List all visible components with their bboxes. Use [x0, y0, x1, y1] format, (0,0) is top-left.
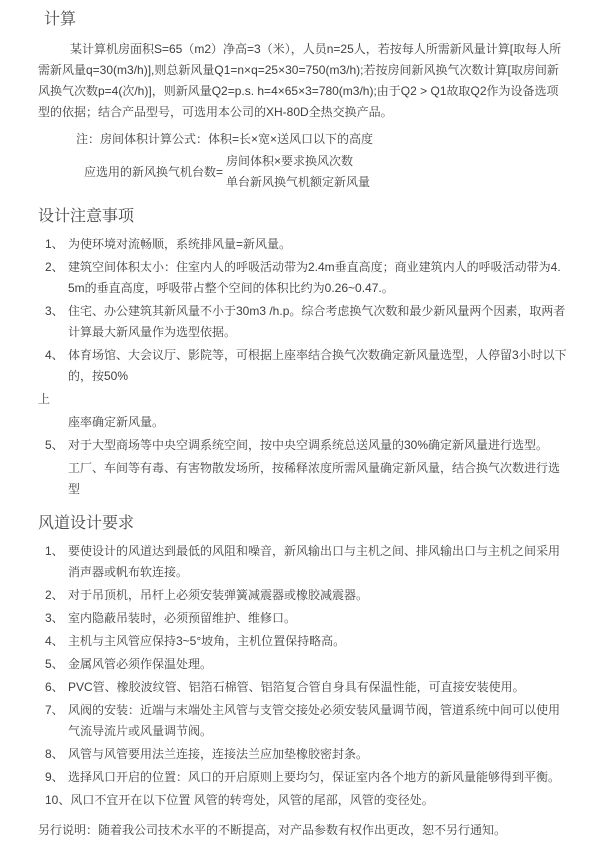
list-item-number: 3、 — [45, 611, 64, 625]
list-item-text: 风口不宜开在以下位置 风管的转弯处，风管的尾部，风管的变径处。 — [70, 793, 434, 807]
formula-label: 应选用的新风换气机台数= — [84, 164, 224, 179]
list-item-number: 4、 — [45, 634, 64, 648]
list-item-number: 2、 — [45, 588, 64, 602]
list-item-text: 为使环境对流畅顺，系统排风量=新风量。 — [68, 237, 292, 251]
formula-denominator: 单台新风换气机额定新风量 — [226, 175, 371, 189]
design-note-item-2 — [45, 257, 567, 299]
list-item-number: 5、 — [45, 657, 64, 671]
factory-note-line: 工厂、车间等有毒、有害物散发场所，按稀释浓度所需风量确定新风量，结合换气次数进行选型 — [68, 461, 561, 496]
design-note-item-4 — [45, 345, 567, 387]
list-item-number: 10、 — [45, 793, 71, 807]
volume-formula-note: 注：房间体积计算公式：体积=长×宽×送风口以下的高度 — [76, 132, 374, 146]
formula-numerator: 房间体积×要求换风次数 — [226, 154, 354, 168]
list-item-number: 5、 — [45, 438, 64, 452]
list-item-number: 1、 — [45, 544, 64, 558]
section-title-design-notes: 设计注意事项 — [38, 208, 135, 225]
section-title-duct-requirements: 风道设计要求 — [38, 515, 135, 532]
wrapped-hanging-character: 上 — [38, 392, 51, 406]
calculation-paragraph: 某计算机房面积S=65（m2）净高=3（米），人员n=25人，若按每人所需新风量计算[取每人所需新风量q=30(m3/h)],则总新风量Q1=n×q=25×30=750(m3/h);若按房间新风换气次数计算[取房间新风换气次数p=4(次/h)]，则新风量Q2=p.s. h=4×65×3=780(m3/h);由于Q2 > Q1故取Q2作为设备选项型的依据；结合产品型号，可选用本公司的XH-80D全热交换产品。 — [38, 42, 562, 119]
list-item-text: 要使设计的风道达到最低的风阻和噪音，新风输出口与主机之间、排风输出口与主机之间采用消声器或帆布软连接。 — [68, 544, 561, 579]
list-item-text: 对于大型商场等中央空调系统空间，按中央空调系统总送风量的30%确定新风量进行选型。 — [68, 438, 549, 452]
duct-requirement-item-9 — [45, 767, 567, 788]
list-item-text: 体育场馆、大会议厅、影院等，可根据上座率结合换气次数确定新风量选型，人停留3小时以下的，按50% — [68, 348, 567, 383]
list-item-text: 风管与风管要用法兰连接，连接法兰应加垫橡胶密封条。 — [68, 747, 369, 761]
list-item-text: 主机与主风管应保持3~5°坡角，主机位置保持略高。 — [68, 634, 346, 648]
list-item-number: 9、 — [45, 770, 64, 784]
list-item-text: 金属风管必须作保温处理。 — [68, 657, 213, 671]
section-title-calculation: 计算 — [44, 11, 77, 28]
duct-requirement-item-6 — [45, 677, 567, 698]
design-note-item-5 — [45, 435, 567, 456]
duct-requirement-item-5 — [45, 654, 567, 675]
design-note-item-1 — [45, 234, 567, 255]
list-item-text: 住宅、办公建筑其新风量不小于30m3 /h.p。综合考虑换气次数和最少新风量两个因素，取两者计算最大新风量作为选型依据。 — [68, 304, 566, 339]
list-item-number: 4、 — [45, 348, 64, 362]
duct-requirement-item-2 — [45, 585, 567, 606]
duct-requirement-item-8 — [45, 744, 567, 765]
duct-requirement-item-3 — [45, 608, 567, 629]
list-item-number: 3、 — [45, 304, 64, 318]
list-item-number: 2、 — [45, 260, 64, 274]
list-item-number: 1、 — [45, 237, 64, 251]
list-item-text: PVC管、橡胶波纹管、铝箔石棉管、铝箔复合管自身具有保温性能，可直接安装使用。 — [68, 680, 525, 694]
duct-requirement-item-4 — [45, 631, 567, 652]
list-item-text: 建筑空间体积太小：住室内人的呼吸活动带为2.4m垂直高度；商业建筑内人的呼吸活动带为4.5m的垂直高度，呼吸带占整个空间的体积比约为0.26~0.47.。 — [68, 260, 561, 295]
duct-requirements-list — [45, 541, 567, 811]
design-notes-list — [38, 234, 567, 500]
duct-requirement-item-10 — [45, 790, 567, 811]
duct-requirement-item-7 — [45, 700, 567, 742]
disclaimer-note: 另行说明：随着我公司技术水平的不断提高，对产品参数有权作出更改，恕不另行通知。 — [38, 823, 507, 837]
list-item-text: 选择风口开启的位置：风口的开启原则上要均匀，保证室内各个地方的新风量能够得到平衡。 — [68, 770, 561, 784]
formula-fraction — [226, 151, 370, 193]
wrapped-continuation-line: 座率确定新风量。 — [68, 415, 165, 429]
duct-requirement-item-1 — [45, 541, 567, 583]
list-item-text: 对于吊顶机，吊杆上必须安装弹簧减震器或橡胶减震器。 — [68, 588, 369, 602]
list-item-number: 7、 — [45, 703, 64, 717]
list-item-text: 室内隐蔽吊装时，必须预留维护、维修口。 — [68, 611, 297, 625]
list-item-text: 风阀的安装：近端与末端处主风管与支管交接处必须安装风量调节阀，管道系统中间可以使用气流导流片或风量调节阀。 — [68, 703, 561, 738]
list-item-number: 6、 — [45, 680, 64, 694]
list-item-number: 8、 — [45, 747, 64, 761]
design-note-item-3 — [45, 301, 567, 343]
unit-count-formula — [84, 151, 567, 193]
